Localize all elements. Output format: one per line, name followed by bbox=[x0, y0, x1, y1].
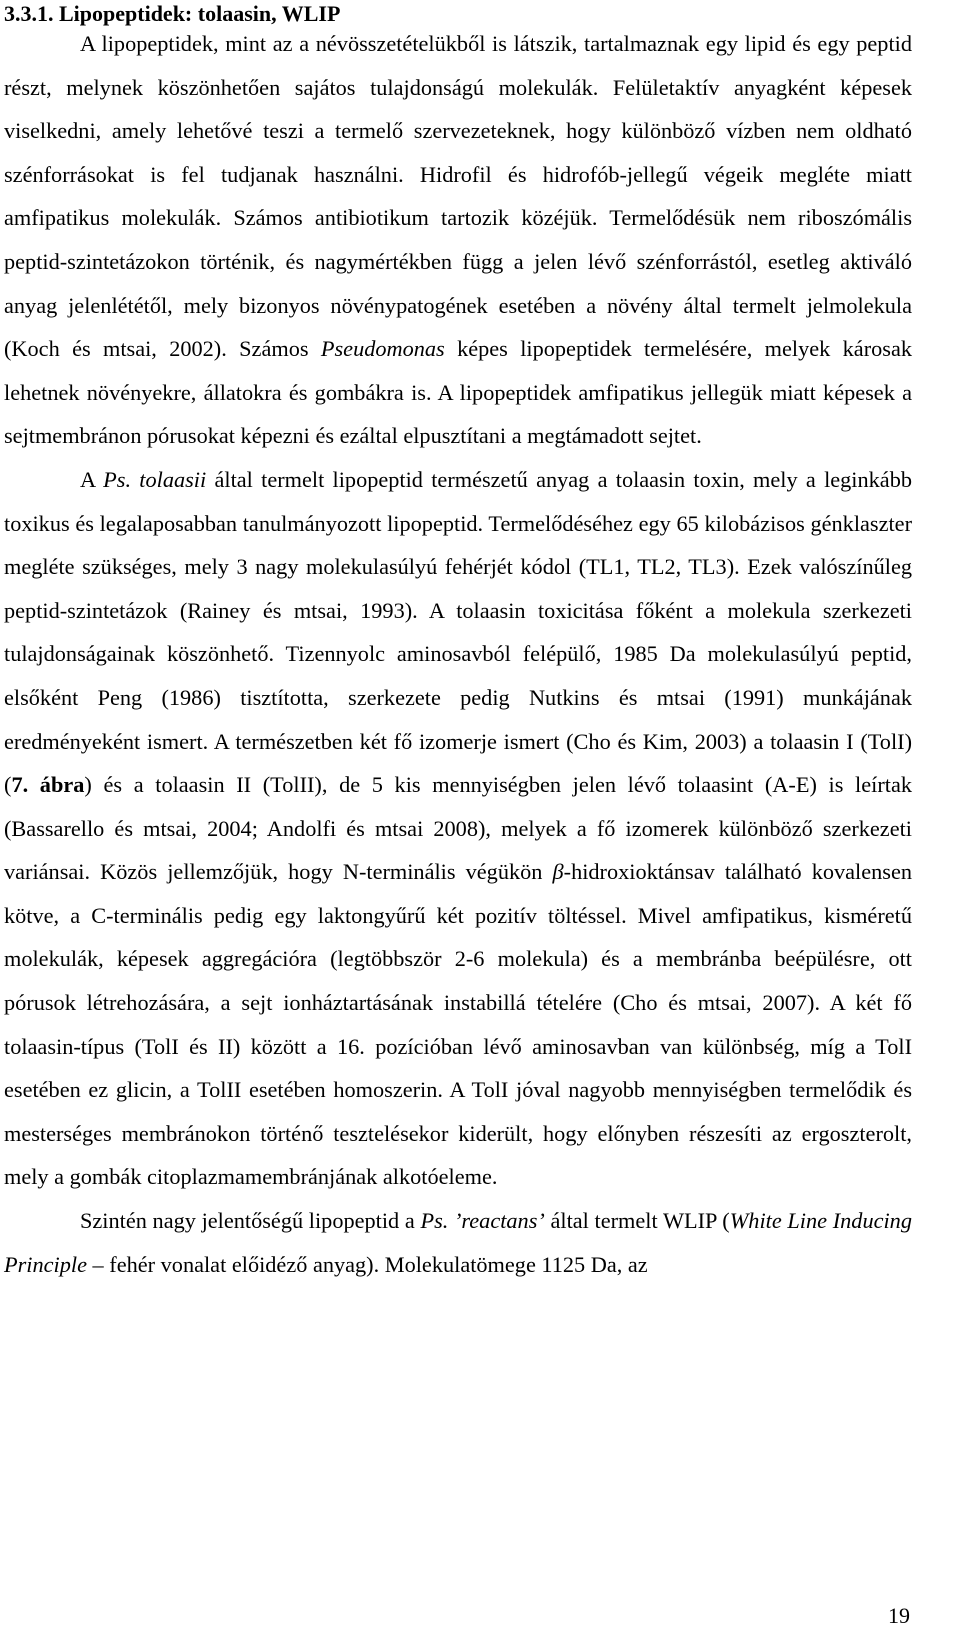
section-heading: 3.3.1. Lipopeptidek: tolaasin, WLIP bbox=[4, 1, 341, 26]
text-run: képes lipopeptidek termelésére, melyek károsak lehetnek növényekre, állatokra és gombákra is. A lipopeptidek amfipatikus jellegük miatt képesek a sejtmembránon pórusokat képezni és ezáltal elpusztítani a megtámadott sejtet. bbox=[4, 336, 912, 449]
page-number: 19 bbox=[888, 1603, 910, 1628]
paragraph-text bbox=[4, 467, 912, 1190]
italic-text-run: β bbox=[552, 859, 564, 885]
paragraph-tolaasin bbox=[4, 458, 912, 1199]
text-run: -hidroxioktánsav található kovalensen kötve, a C-terminális pedig egy laktongyűrű két pozitív töltéssel. Mivel amfipatikus, kisméretű molekulák, képesek aggregációra (legtöbbször 2-6 molekula) és a membránba beépülésre, ott pórusok létrehozására, a sejt ionháztartásának instabillá tételére (Cho és mtsai, 2007). A két fő tolaasin-típus (TolI és II) között a 16. pozícióban lévő aminosavban van különbség, míg a TolI esetében ez glicin, a TolII esetében homoszerin. A TolI jóval nagyobb mennyiségben termelődik és mesterséges membránokon történő tesztelésekor kiderült, hogy előnyben részesíti az ergoszterolt, mely a gombák citoplazmamembránjának alkotóeleme. bbox=[4, 859, 913, 1190]
paragraph-lipopeptides-intro bbox=[4, 22, 912, 458]
italic-text-run: Pseudomonas bbox=[320, 336, 445, 362]
text-run: Szintén nagy jelentőségű lipopeptid a bbox=[80, 1208, 421, 1234]
paragraph-wlip bbox=[4, 1199, 912, 1286]
paragraph-text bbox=[4, 1208, 912, 1277]
bold-text-run: 7. ábra bbox=[11, 772, 85, 798]
italic-text-run: Ps. tolaasii bbox=[103, 466, 207, 492]
paragraph-text bbox=[4, 31, 912, 448]
document-page bbox=[4, 0, 912, 1286]
text-run: által termelt lipopeptid természetű anyag a tolaasin toxin, mely a leginkább toxikus és legalaposabban tanulmányozott lipopeptid. Termelődéséhez egy 65 kilobázisos génklaszter megléte szükséges, mely 3 nagy molekulasúlyú fehérjét kódol (TL1, TL2, TL3). Ezek valószínűleg peptid-szintetázok (Rainey és mtsai, 1993). A tolaasin toxicitása főként a molekula szerkezeti tulajdonságainak köszönhető. Tizennyolc aminosavból felépülő, 1985 Da molekulasúlyú peptid, elsőként Peng (1986) tisztította, szerkezete pedig Nutkins és mtsai (1991) munkájának eredményeként ismert. A természetben két fő izomerje ismert (Cho és Kim, 2003) a tolaasin I (TolI) ( bbox=[4, 466, 912, 798]
italic-text-run: White Line Inducing Principle bbox=[4, 1208, 912, 1277]
text-run: – fehér vonalat előidéző anyag). Molekulatömege 1125 Da, az bbox=[86, 1251, 648, 1277]
text-run: A bbox=[80, 466, 104, 492]
italic-text-run: Ps. ’reactans’ bbox=[420, 1208, 545, 1234]
text-run: ) és a tolaasin II (TolII), de 5 kis mennyiségben jelen lévő tolaasint (A-E) is leírtak (Bassarello és mtsai, 2004; Andolfi és mtsai 2008), melyek a fő izomerek különböző szerkezeti variánsai. Közös jellemzőjük, hogy N-terminális végükön bbox=[4, 772, 912, 885]
text-run: A lipopeptidek, mint az a névösszetételükből is látszik, tartalmaznak egy lipid és egy peptid részt, melynek köszönhetően sajátos tulajdonságú molekulák. Felületaktív anyagként képesek viselkedni, amely lehetővé teszi a termelő szervezeteknek, hogy különböző vízben nem oldható szénforrásokat is fel tudjanak használni. Hidrofil és hidrofób-jellegű végeik megléte miatt amfipatikus molekulák. Számos antibiotikum tartozik közéjük. Termelődésük nem riboszómális peptid-szintetázokon történik, és nagymértékben függ a jelen lévő szénforrástól, esetleg aktiváló anyag jelenlététől, mely bizonyos növénypatogének esetében a növény által termelt jelmolekula (Koch és mtsai, 2002). Számos bbox=[4, 31, 912, 362]
text-run: által termelt WLIP ( bbox=[544, 1208, 730, 1234]
